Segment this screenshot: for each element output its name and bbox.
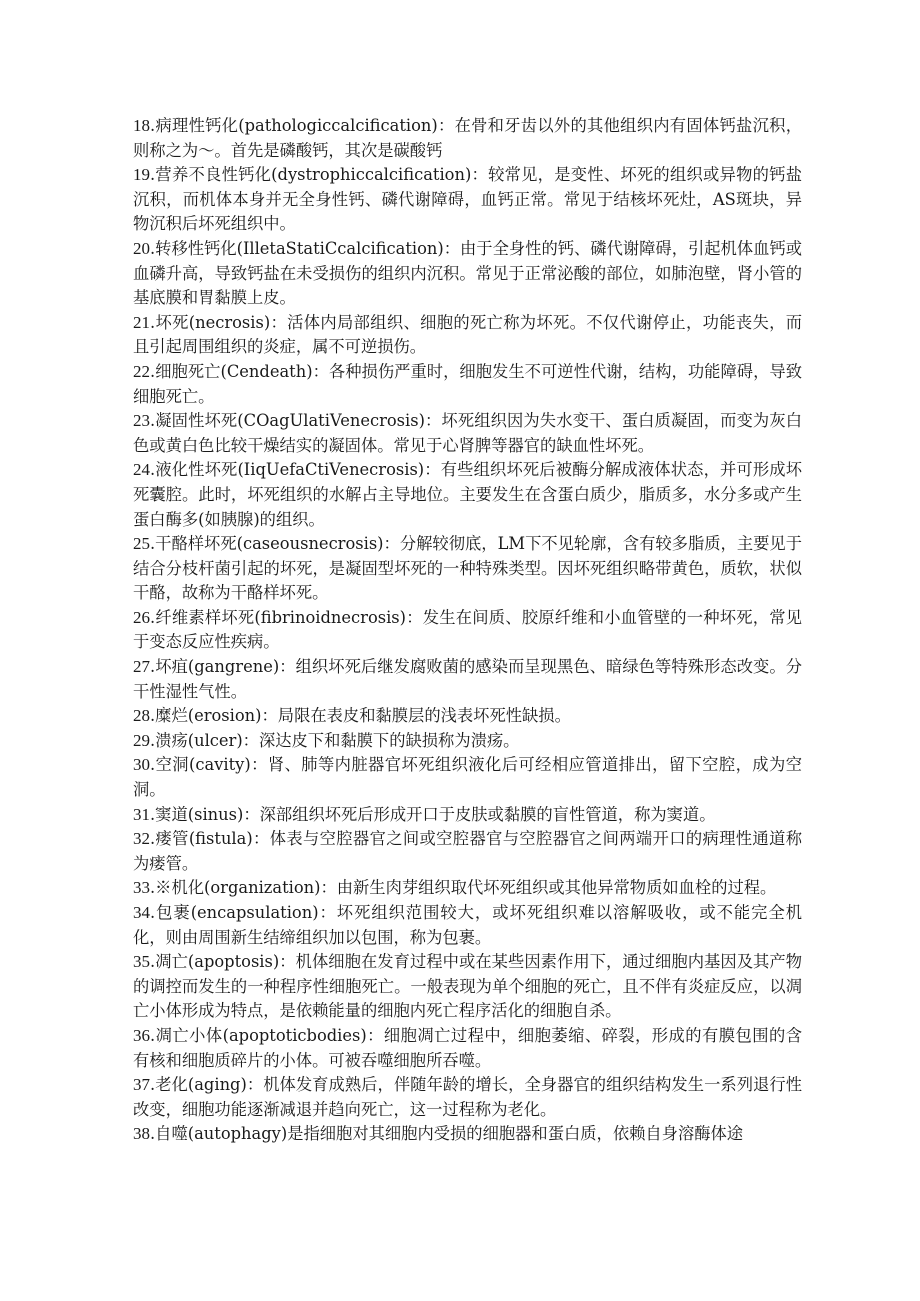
- entry-18: [133, 114, 802, 163]
- entry-number: 21: [133, 312, 150, 332]
- entry-number: 34: [133, 903, 150, 922]
- entry-text: .※机化(organization)：由新生肉芽组织取代坏死组织或其他异常物质如血栓的过程。: [150, 878, 777, 898]
- entry-36: [133, 1024, 802, 1073]
- entry-text: .窦道(sinus)：深部组织坏死后形成开口于皮肤或黏膜的盲性管道，称为窦道。: [150, 804, 716, 824]
- entry-text: .转移性钙化(IlletaStatiCcalcification)：由于全身性的钙、磷代谢障碍，引起机体血钙或血磷升高，导致钙盐在未受损伤的组织内沉积。常见于正常泌酸的部位，如肺泡壁，肾小管的基底膜和胃黏膜上皮。: [133, 238, 802, 308]
- entry-26: [133, 606, 802, 655]
- entry-28: [133, 704, 802, 729]
- entry-number: 23: [133, 411, 150, 431]
- entry-24: [133, 458, 802, 532]
- entry-text: .老化(aging)：机体发育成熟后，伴随年龄的增长，全身器官的组织结构发生一系列退行性改变，细胞功能逐渐减退并趋向死亡，这一过程称为老化。: [133, 1075, 802, 1119]
- entry-text: .坏疽(gangrene)：组织坏死后继发腐败菌的感染而呈现黑色、暗绿色等特殊形态改变。分干性湿性气性。: [133, 657, 802, 701]
- entry-number: 20: [133, 238, 150, 258]
- entry-number: 25: [133, 534, 150, 554]
- entry-number: 29: [133, 730, 150, 750]
- entry-text: .纤维素样坏死(fibrinoidnecrosis)：发生在间质、胶原纤维和小血管壁的一种坏死，常见于变态反应性疾病。: [133, 607, 802, 652]
- entry-number: 35: [133, 952, 150, 972]
- entry-number: 22: [133, 361, 150, 381]
- entry-number: 30: [133, 755, 150, 775]
- entry-19: [133, 163, 802, 237]
- entry-35: [133, 950, 802, 1024]
- entry-text: .干酪样坏死(caseousnecrosis)：分解较彻底，LM下不见轮廓，含有较多脂质，主要见于结合分枝杆菌引起的坏死，是凝固型坏死的一种特殊类型。因坏死组织略带黄色，质软，状似干酪，故称为干酪样坏死。: [133, 534, 802, 603]
- entry-21: [133, 311, 802, 360]
- entry-text: .凝固性坏死(COagUlatiVenecrosis)：坏死组织因为失水变干、蛋白质凝固，而变为灰白色或黄白色比较干燥结实的凝固体。常见于心肾脾等器官的缺血性坏死。: [133, 411, 802, 455]
- entry-text: .病理性钙化(pathologiccalcification)：在骨和牙齿以外的其他组织内有固体钙盐沉积，则称之为～。首先是磷酸钙，其次是碳酸钙: [133, 116, 802, 160]
- entry-number: 18: [133, 116, 150, 135]
- entry-text: .自噬(autophagy)是指细胞对其细胞内受损的细胞器和蛋白质，依赖自身溶酶体途: [150, 1124, 744, 1144]
- entry-text: .凋亡(apoptosis)：机体细胞在发育过程中或在某些因素作用下，通过细胞内基因及其产物的调控而发生的一种程序性细胞死亡。一般表现为单个细胞的死亡，且不伴有炎症反应，以凋亡小体形成为特点，是依赖能量的细胞内死亡程序活化的细胞自杀。: [133, 952, 802, 1021]
- entry-text: .细胞死亡(Cendeath)：各种损伤严重时，细胞发生不可逆性代谢，结构，功能障碍，导致细胞死亡。: [133, 361, 802, 406]
- entry-38: [133, 1122, 802, 1147]
- entry-32: [133, 827, 802, 876]
- entry-27: [133, 655, 802, 704]
- entry-text: .凋亡小体(apoptoticbodies)：细胞凋亡过程中，细胞萎缩、碎裂，形成的有膜包围的含有核和细胞质碎片的小体。可被吞噬细胞所吞噬。: [133, 1025, 802, 1070]
- entry-text: .包裹(encapsulation)：坏死组织范围较大，或坏死组织难以溶解吸收，或不能完全机化，则由周围新生结缔组织加以包围，称为包裹。: [133, 903, 802, 947]
- entry-22: [133, 360, 802, 409]
- entry-34: [133, 901, 802, 950]
- entry-number: 24: [133, 460, 150, 480]
- entry-number: 26: [133, 607, 150, 627]
- entry-text: .坏死(necrosis)：活体内局部组织、细胞的死亡称为坏死。不仅代谢停止，功能丧失，而且引起周围组织的炎症，属不可逆损伤。: [133, 312, 802, 357]
- entry-37: [133, 1073, 802, 1122]
- entry-number: 33: [133, 878, 150, 898]
- entry-number: 19: [133, 165, 150, 185]
- entry-33: [133, 876, 802, 901]
- entry-25: [133, 532, 802, 606]
- entry-text: .空洞(cavity)：肾、肺等内脏器官坏死组织液化后可经相应管道排出，留下空腔，成为空洞。: [133, 755, 802, 800]
- entry-text: .瘘管(fistula)：体表与空腔器官之间或空腔器官与空腔器官之间两端开口的病理性通道称为瘘管。: [133, 829, 802, 873]
- entry-number: 27: [133, 657, 150, 677]
- entry-number: 28: [133, 706, 150, 726]
- entry-number: 38: [133, 1124, 150, 1144]
- entry-30: [133, 753, 802, 802]
- entry-29: [133, 729, 802, 754]
- entry-text: .液化性坏死(IiqUefaCtiVenecrosis)：有些组织坏死后被酶分解成液体状态，并可形成坏死囊腔。此时，坏死组织的水解占主导地位。主要发生在含蛋白质少，脂质多，水分多或产生蛋白酶多(如胰腺)的组织。: [133, 460, 802, 529]
- entry-23: [133, 409, 802, 458]
- entry-31: [133, 803, 802, 828]
- entry-text: .糜烂(erosion)：局限在表皮和黏膜层的浅表坏死性缺损。: [150, 706, 571, 726]
- entry-number: 36: [133, 1025, 150, 1045]
- entry-number: 31: [133, 804, 150, 824]
- entry-20: [133, 237, 802, 311]
- entry-text: .溃疡(ulcer)：深达皮下和黏膜下的缺损称为溃疡。: [150, 730, 520, 750]
- entry-number: 32: [133, 829, 150, 849]
- entry-number: 37: [133, 1075, 150, 1095]
- entry-text: .营养不良性钙化(dystrophiccalcification)：较常见，是变性、坏死的组织或异物的钙盐沉积，而机体本身并无全身性钙、磷代谢障碍，血钙正常。常见于结核坏死灶，AS斑块，异物沉积后坏死组织中。: [133, 165, 802, 234]
